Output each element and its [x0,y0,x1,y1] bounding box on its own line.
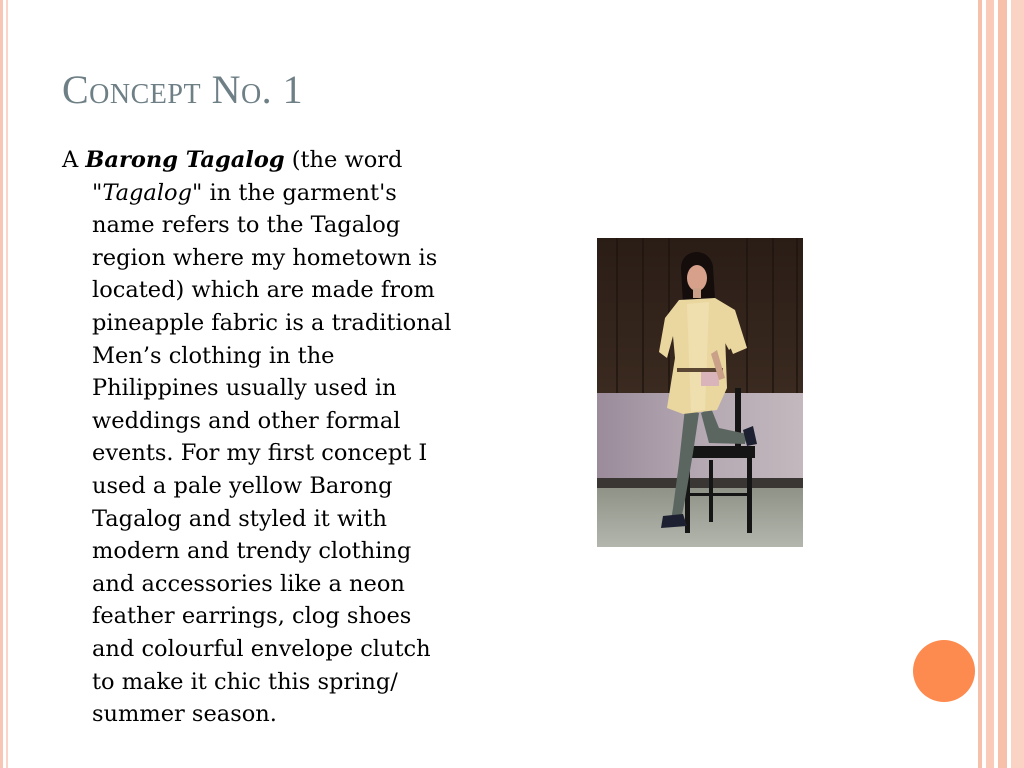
quoted-word: "Tagalog" [92,179,203,206]
right-border-stripe-4 [1011,0,1024,768]
body-part-2: in the garment's name refers to the Tagalog region where my hometown is located) which are made from pineapple fabric is a traditional Men’s clothing in the Philippines usually used in weddings and other formal events. For my first concept I used a pale yellow Barong Tagalog and styled it with modern and trendy clothing and accessories like a neon feather earrings, clog shoes and colourful envelope clutch to make it chic this spring/ summer season. [92,179,452,728]
accent-circle [913,640,975,702]
body-lead: A [62,147,86,173]
model-photo [597,238,803,547]
left-border-stripe-inner [6,0,8,768]
body-paragraph [62,144,454,731]
body-part-1: (the word [284,147,403,173]
garment-name: Barong Tagalog [85,147,285,173]
slide-title: Concept No. 1 [62,67,304,112]
right-border-stripe-2 [986,0,994,768]
right-border-stripe-1 [978,0,982,768]
slide-body [62,144,454,731]
right-border-stripe-3 [998,0,1007,768]
left-border-stripe [0,0,3,768]
